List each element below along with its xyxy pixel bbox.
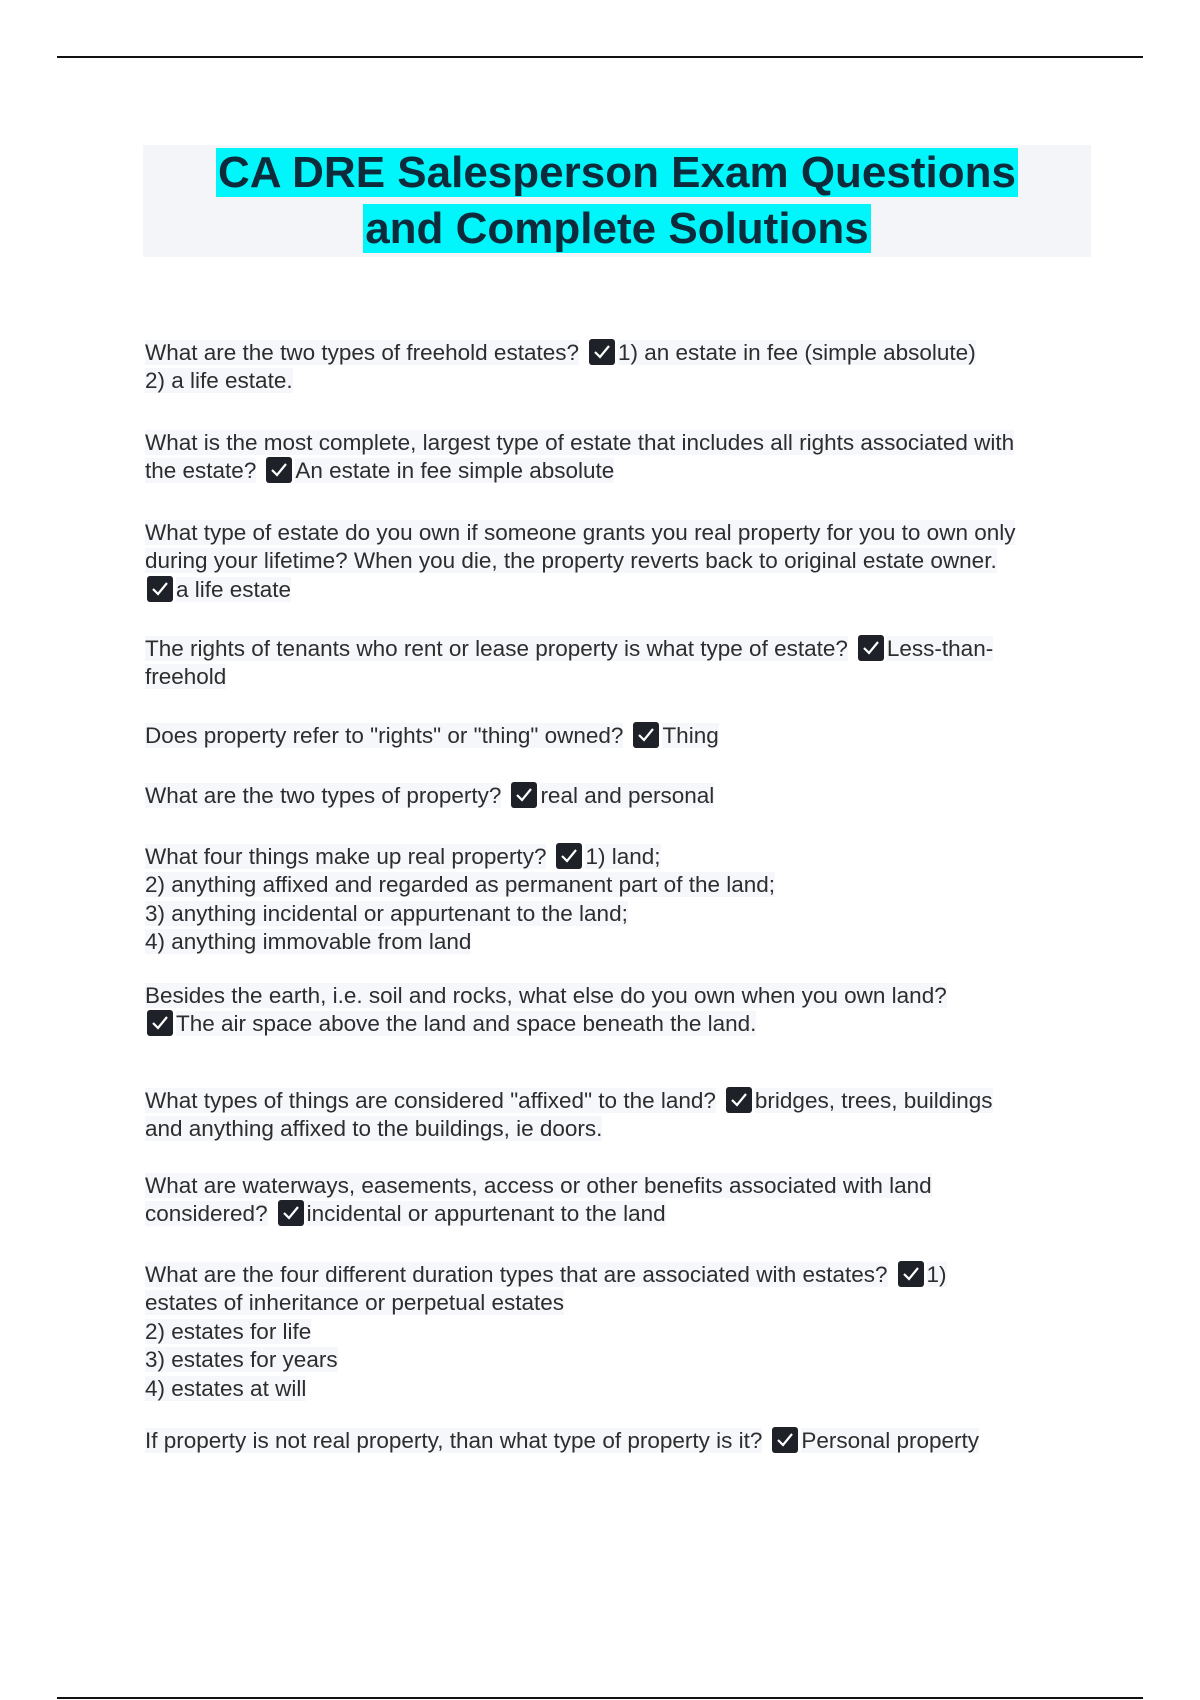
top-rule (57, 56, 1143, 58)
checkmark-icon (556, 843, 582, 869)
answer-text: bridges, trees, buildings and anything affixed to the buildings, ie doors. (145, 1087, 993, 1141)
qa-item (145, 753, 714, 810)
qa-item (145, 693, 719, 750)
checkmark-icon (511, 782, 537, 808)
question-text: Does property refer to "rights" or "thing" owned? (145, 722, 624, 748)
qa-item (145, 814, 775, 957)
question-text: Besides the earth, i.e. soil and rocks, what else do you own when you own land? (145, 982, 947, 1008)
answer-text: incidental or appurtenant to the land (306, 1201, 666, 1226)
answer-text: Thing (662, 722, 719, 748)
qa-item (145, 1143, 932, 1229)
title-line-1: CA DRE Salesperson Exam Questions (218, 148, 1016, 197)
question-text: What four things make up real property? (145, 843, 547, 869)
answer-text: 1) an estate in fee (simple absolute) 2) a life estate. (145, 339, 976, 393)
qa-item (145, 1398, 979, 1455)
answer-text: An estate in fee simple absolute (295, 458, 615, 483)
bottom-rule (57, 1697, 1143, 1699)
qa-item (145, 1058, 993, 1144)
qa-item (145, 490, 1015, 604)
qa-item (145, 400, 1014, 486)
qa-item (145, 1232, 947, 1403)
answer-text: The air space above the land and space beneath the land. (176, 1011, 757, 1036)
checkmark-icon (772, 1427, 798, 1453)
answer-text: real and personal (540, 782, 715, 808)
answer-text: 1) land; 2) anything affixed and regarded as permanent part of the land; 3) anything incidental or appurtenant to the land; 4) anything immovable from land (145, 843, 776, 954)
checkmark-icon (589, 339, 615, 365)
checkmark-icon (633, 722, 659, 748)
document-title (143, 145, 1091, 257)
checkmark-icon (726, 1087, 752, 1113)
answer-text: a life estate (176, 576, 292, 602)
question-text: What type of estate do you own if someone grants you real property for you to own only during your lifetime? When you die, the property reverts back to original estate owner. (145, 519, 1016, 573)
question-text: What are the two types of freehold estates? (145, 339, 579, 365)
checkmark-icon (858, 635, 884, 661)
answer-text: Personal property (801, 1427, 979, 1453)
answer-text: Less-than- freehold (145, 635, 994, 689)
question-text: What is the most complete, largest type of estate that includes all rights associated with the estate? (145, 429, 1015, 483)
qa-item (145, 953, 947, 1039)
answer-text: 1) estates of inheritance or perpetual estates 2) estates for life 3) estates for years 4) estates at will (145, 1261, 947, 1401)
title-line-2: and Complete Solutions (365, 204, 869, 253)
checkmark-icon (266, 457, 292, 483)
question-text: The rights of tenants who rent or lease property is what type of estate? (145, 635, 848, 661)
qa-item (145, 606, 993, 692)
question-text: What are the four different duration types that are associated with estates? (145, 1261, 888, 1287)
checkmark-icon (898, 1261, 924, 1287)
checkmark-icon (147, 1010, 173, 1036)
question-text: What are waterways, easements, access or other benefits associated with land considered? (145, 1172, 932, 1226)
question-text: If property is not real property, than what type of property is it? (145, 1427, 763, 1453)
qa-item (145, 310, 976, 396)
checkmark-icon (278, 1200, 304, 1226)
question-text: What types of things are considered "affixed" to the land? (145, 1087, 716, 1113)
question-text: What are the two types of property? (145, 782, 502, 808)
checkmark-icon (147, 576, 173, 602)
